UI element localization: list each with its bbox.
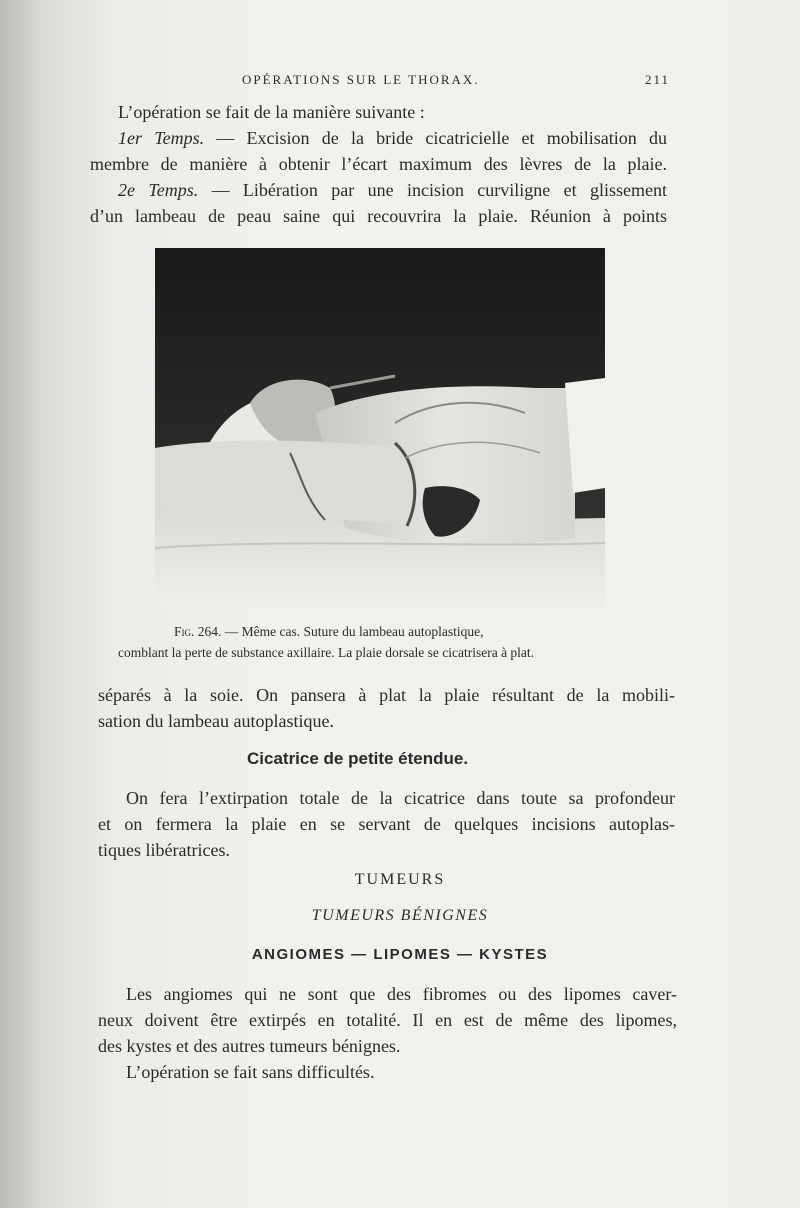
paragraph-line xyxy=(118,127,667,149)
figure-label: Fig. 264. xyxy=(174,624,222,639)
paragraph-line: d’un lambeau de peau saine qui recouvrira la plaie. Réunion à points xyxy=(90,206,667,226)
paragraph-line: Les angiomes qui ne sont que des fibromes ou des lipomes caver- xyxy=(126,984,677,1004)
chapter-subtitle: TUMEURS BÉNIGNES xyxy=(311,907,489,924)
paragraph-line xyxy=(118,179,667,201)
paragraph-line: neux doivent être extirpés en totalité. Il en est de même des lipomes, xyxy=(98,1010,677,1030)
surgical-photo-illustration xyxy=(155,248,605,608)
paragraph-line: et on fermera la plaie en se servant de quelques incisions autoplas- xyxy=(98,814,675,834)
paragraph-line: On fera l’extirpation totale de la cicatrice dans toute sa profondeur xyxy=(126,788,675,808)
chapter-title: TUMEURS xyxy=(354,871,446,888)
paragraph-line: tiques libératrices. xyxy=(98,840,230,860)
step-label: 1er Temps. xyxy=(118,128,205,148)
page-number: 211 xyxy=(645,72,671,87)
figure-caption-line: comblant la perte de substance axillaire. La plaie dorsale se cicatrisera à plat. xyxy=(118,645,535,660)
paragraph-line: L’opération se fait de la manière suivante : xyxy=(118,102,425,122)
paragraph-line: membre de manière à obtenir l’écart maximum des lèvres de la plaie. xyxy=(90,154,667,174)
paragraph-line: sation du lambeau autoplastique. xyxy=(98,711,334,731)
figure-photograph xyxy=(155,248,605,608)
running-header xyxy=(0,72,800,92)
step-text: — Libération par une incision curviligne et glissement xyxy=(198,180,667,200)
paragraph-line: L’opération se fait sans difficultés. xyxy=(126,1062,375,1082)
figure-caption-line xyxy=(174,623,483,641)
step-text: — Excision de la bride cicatricielle et mobilisation du xyxy=(204,128,667,148)
section-heading: ANGIOMES — LIPOMES — KYSTES xyxy=(251,946,549,963)
figure-caption-text: — Même cas. Suture du lambeau autoplastique, xyxy=(221,624,484,639)
section-heading: Cicatrice de petite étendue. xyxy=(247,749,469,768)
paragraph-line: séparés à la soie. On pansera à plat la plaie résultant de la mobili- xyxy=(98,685,675,705)
running-title: OPÉRATIONS SUR LE THORAX. xyxy=(242,72,480,87)
paragraph-line: des kystes et des autres tumeurs bénignes. xyxy=(98,1036,401,1056)
step-label: 2e Temps. xyxy=(118,180,199,200)
